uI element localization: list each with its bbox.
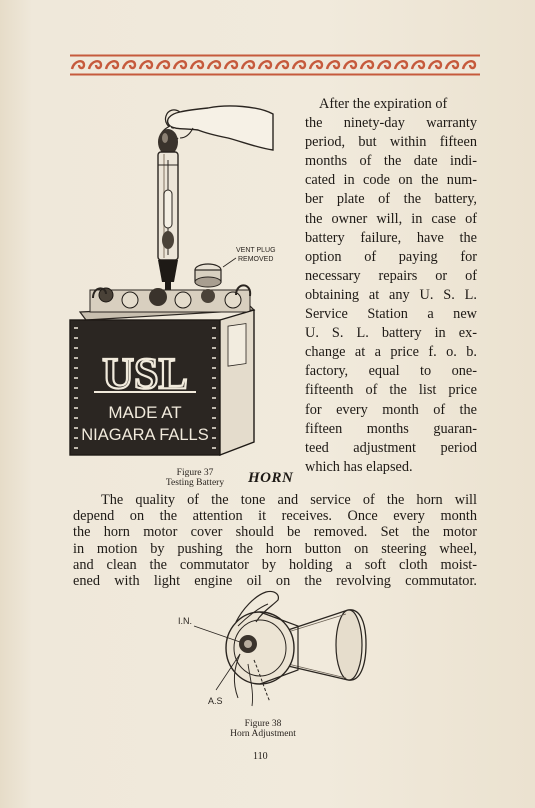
text-line: fifteenth of the list price	[305, 382, 477, 399]
vent-plug-label-line2: REMOVED	[238, 256, 274, 263]
text-line: After the expiration of	[319, 96, 448, 112]
text-line: battery failure, have the	[305, 229, 477, 246]
figure-38-illustration	[168, 582, 368, 712]
text-line: obtaining at any U. S. L.	[305, 286, 477, 303]
text-line: and clean the commutator by holding a soft cloth moist-	[73, 556, 477, 573]
figure-37-caption-text: Testing Battery	[165, 478, 225, 488]
usl-logo: USL	[102, 349, 188, 398]
text-line: The quality of the tone and service of the horn will	[101, 492, 477, 508]
text-line: fifteen months guaran-	[305, 420, 477, 437]
horn-paragraph	[73, 492, 477, 589]
text-line: factory, equal to one-	[305, 363, 477, 380]
text-line: cated in code on the num-	[305, 172, 477, 189]
text-line: months of the date indi-	[305, 153, 477, 170]
text-line: period, but within fifteen	[305, 134, 477, 151]
figure-37-caption	[140, 468, 250, 488]
label-as: A.S	[208, 696, 223, 706]
text-line: U. S. L. battery in ex-	[305, 325, 477, 342]
text-line: teed adjustment period	[305, 439, 477, 456]
figure-38-caption	[208, 719, 318, 739]
battery-made-at: MADE AT	[108, 403, 182, 422]
text-line: necessary repairs or of	[305, 267, 477, 284]
figure-38-caption-title: Figure 38	[244, 719, 282, 729]
section-heading-horn: HORN	[248, 470, 294, 486]
text-line: which has elapsed.	[305, 458, 413, 475]
figure-37-illustration	[58, 90, 276, 470]
decorative-wave-border	[70, 54, 480, 76]
battery-niagara-falls: NIAGARA FALLS	[81, 426, 209, 444]
text-line: the owner will, in case of	[305, 210, 477, 227]
text-line: the horn motor cover should be removed. Set the motor	[73, 524, 477, 541]
text-line: ber plate of the battery,	[305, 191, 477, 208]
text-line: ened with light engine oil on the revolving commutator.	[73, 573, 477, 590]
text-line: change at a price f. o. b.	[305, 344, 477, 361]
vent-plug-label-line1: VENT PLUG	[236, 247, 276, 254]
text-line: the ninety-day warranty	[305, 115, 477, 132]
text-line: in motion by pushing the horn button on steering wheel,	[73, 540, 477, 557]
figure-37-caption-title: Figure 37	[176, 468, 214, 478]
text-line: for every month of the	[305, 401, 477, 418]
warranty-paragraph	[305, 95, 477, 477]
page-number: 110	[253, 751, 268, 762]
text-line: Service Station a new	[305, 306, 477, 323]
label-in: I.N.	[178, 616, 193, 626]
text-line: option of paying for	[305, 248, 477, 265]
figure-38-caption-text: Horn Adjustment	[230, 729, 296, 739]
text-line: depend on the attention it receives. Once every month	[73, 508, 477, 525]
